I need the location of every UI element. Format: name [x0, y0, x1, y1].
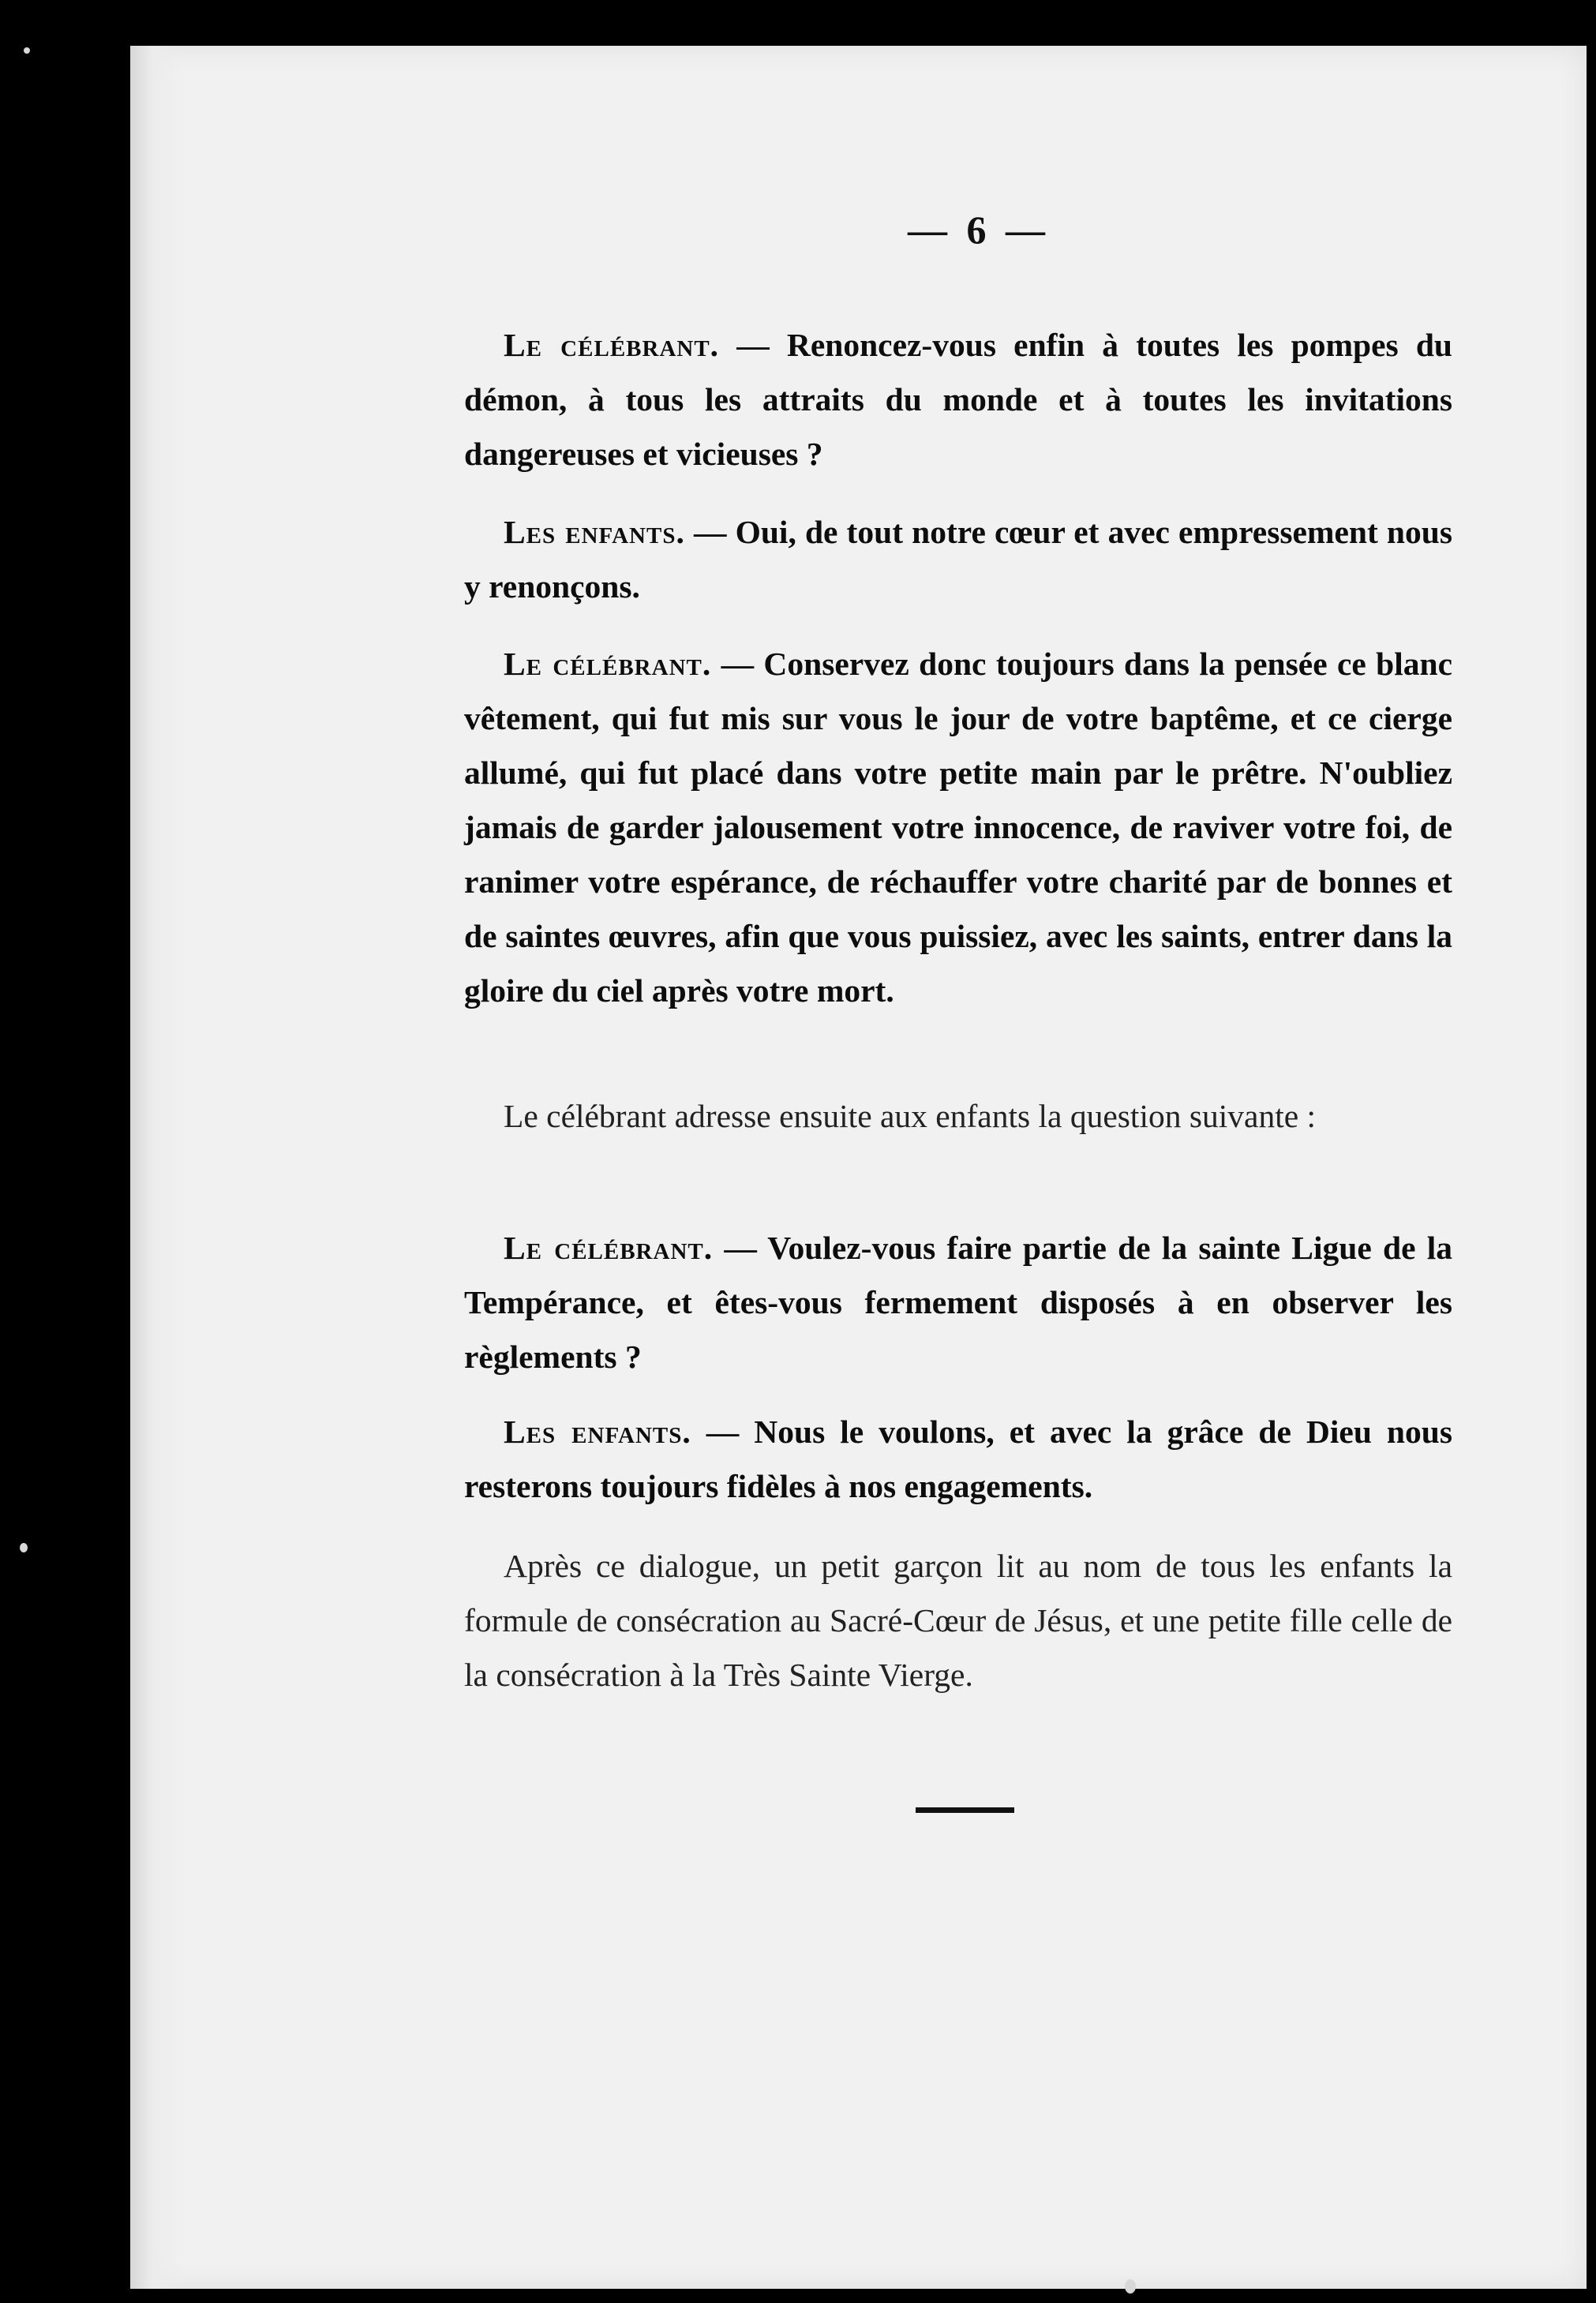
paragraph-celebrant-exhortation — [464, 637, 1452, 1018]
speaker-label: Le célébrant. — [504, 646, 712, 682]
paragraph-celebrant-renunciation — [464, 318, 1452, 481]
paragraph-text: — Conservez donc toujours dans la pensée ce blanc vêtement, qui fut mis sur vous le jour de votre baptême, et ce cierge allumé, qui fut placé dans votre petite main par le prêtre. N'oubliez jamais de garder jalousement votre innocence, de raviver votre foi, de ranimer votre espérance, de réchauffer votre charité par de bonnes et de saintes œuvres, afin que vous puissiez, avec les saints, entrer dans la gloire du ciel après votre mort. — [464, 646, 1452, 1009]
scan-speck — [1125, 2279, 1136, 2294]
speaker-label: Les enfants. — [504, 514, 685, 550]
page-number: — 6 — — [908, 208, 1050, 252]
paragraph-text: — Voulez-vous faire partie de la sainte Ligue de la Tempérance, et êtes-vous fermement disposés à en observer les règlements ? — [464, 1230, 1452, 1375]
paragraph-text: Après ce dialogue, un petit garçon lit au nom de tous les enfants la formule de consécration au Sacré-Cœur de Jésus, et une petite fille celle de la consécration à la Très Sainte Vierge. — [464, 1548, 1452, 1693]
paragraph-text: — Nous le voulons, et avec la grâce de Dieu nous resterons toujours fidèles à nos engagements. — [464, 1414, 1452, 1504]
speaker-label: Le célébrant. — [504, 327, 720, 363]
speaker-label: Les enfants. — [504, 1414, 691, 1450]
paragraph-text: — Renoncez-vous enfin à toutes les pompes du démon, à tous les attraits du monde et à toutes les invitations dangereuses et vicieuses ? — [464, 327, 1452, 472]
paragraph-children-answer — [464, 1405, 1452, 1514]
paragraph-celebrant-question — [464, 1221, 1452, 1384]
scan-speck — [24, 47, 30, 54]
speaker-label: Le célébrant. — [504, 1230, 714, 1266]
paragraph-children-renounce — [464, 505, 1452, 614]
page-shadow-edge — [130, 46, 185, 2289]
paragraph-consecration — [464, 1539, 1452, 1702]
paragraph-text: Le célébrant adresse ensuite aux enfants la question suivante : — [504, 1098, 1317, 1134]
closing-rule — [916, 1807, 1014, 1813]
scan-speck — [20, 1543, 28, 1552]
paragraph-text: — Oui, de tout notre cœur et avec empressement nous y renonçons. — [464, 514, 1452, 605]
paragraph-stage-direction — [464, 1089, 1452, 1144]
